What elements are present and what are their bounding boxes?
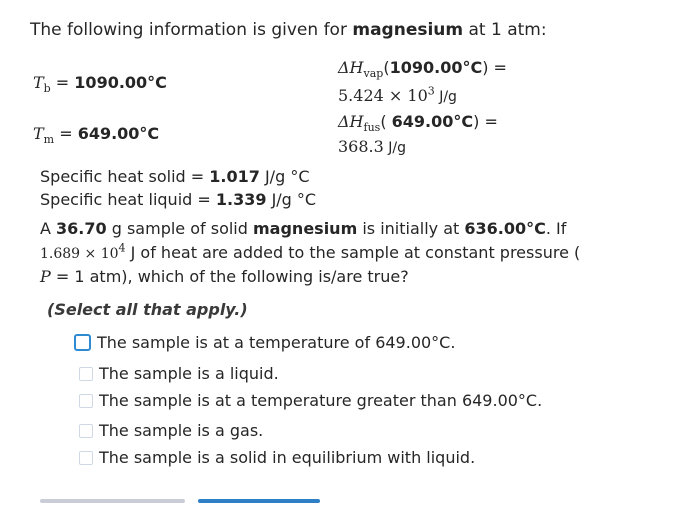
sh-liquid-label: Specific heat liquid = (40, 190, 216, 209)
hfus-sub: fus (363, 121, 381, 135)
specific-heat-liquid (40, 190, 316, 209)
checkbox-4[interactable] (79, 424, 93, 438)
choice-3-label: The sample is at a temperature greater than 649.00°C. (99, 391, 543, 410)
sh-solid-value: 1.017 (209, 167, 260, 186)
problem-line-1 (40, 219, 566, 238)
intro-element: magnesium (352, 20, 464, 40)
choice-2-label: The sample is a liquid. (99, 364, 279, 383)
enthalpy-fus-value (338, 137, 406, 156)
sh-solid-label: Specific heat solid = (40, 167, 210, 186)
select-instruction (47, 300, 248, 319)
tb-equals: = (50, 73, 75, 92)
choice-4-label: The sample is a gas. (99, 421, 264, 440)
hvap-paren-open: ( (383, 58, 390, 77)
hfus-value: 368.3 (338, 137, 384, 156)
problem-p6: = 1 atm), which of the following is/are true? (50, 267, 409, 286)
specific-heat-solid (40, 167, 309, 186)
intro-prefix: The following information is given for (30, 20, 353, 40)
hvap-unit: J/g (434, 89, 457, 105)
checkbox-3[interactable] (79, 394, 93, 408)
problem-p-sym: P (40, 267, 51, 286)
choice-2[interactable] (79, 364, 279, 383)
problem-line-2 (40, 243, 580, 262)
problem-heat-mant: 1.689 × 10 (40, 246, 119, 262)
hfus-unit: J/g (383, 140, 406, 156)
choice-1[interactable] (74, 333, 455, 352)
tb-symbol: T (33, 73, 44, 92)
problem-element: magnesium (253, 219, 358, 238)
checkbox-5[interactable] (79, 451, 93, 465)
tm-value: 649.00°C (77, 124, 160, 143)
melting-point (33, 124, 160, 147)
hfus-paren-open: ( (380, 112, 392, 131)
problem-p3: is initially at (357, 219, 465, 238)
problem-p1: A (40, 219, 57, 238)
hvap-sub: vap (363, 67, 384, 81)
problem-p2: g sample of solid (106, 219, 253, 238)
hfus-paren-close: ) = (473, 112, 498, 131)
hvap-paren-close: ) = (482, 58, 507, 77)
hvap-value-exp: 3 (427, 84, 435, 98)
bottom-button-right[interactable] (198, 499, 320, 503)
problem-p5: J of heat are added to the sample at constant pressure ( (125, 243, 581, 262)
checkbox-1[interactable] (74, 334, 91, 351)
problem-heat-exp: 4 (118, 241, 126, 255)
hvap-value-mant: 5.424 × 10 (338, 86, 428, 105)
choice-4[interactable] (79, 421, 263, 440)
instruction-text: (Select all that apply.) (47, 300, 248, 319)
problem-temp: 636.00°C (464, 219, 546, 238)
tm-symbol: T (33, 124, 44, 143)
boiling-point (33, 73, 167, 96)
enthalpy-fus-label (338, 112, 498, 135)
hvap-temp: 1090.00°C (389, 58, 483, 77)
hfus-delta: ΔH (338, 112, 364, 131)
enthalpy-vap-label (338, 58, 507, 81)
problem-line-3 (40, 267, 409, 286)
bottom-button-left[interactable] (40, 499, 185, 503)
hvap-delta: ΔH (338, 58, 364, 77)
intro-text (30, 20, 547, 40)
tb-sub: b (43, 82, 51, 96)
enthalpy-vap-value (338, 86, 457, 105)
sh-solid-unit: J/g °C (259, 167, 310, 186)
intro-suffix: at 1 atm: (463, 20, 547, 40)
tb-value: 1090.00°C (74, 73, 167, 92)
choice-5-label: The sample is a solid in equilibrium with liquid. (99, 448, 476, 467)
checkbox-2[interactable] (79, 367, 93, 381)
tm-sub: m (43, 133, 55, 147)
problem-mass: 36.70 (56, 219, 107, 238)
choice-1-label: The sample is at a temperature of 649.00°C. (97, 333, 456, 352)
choice-5[interactable] (79, 448, 475, 467)
sh-liquid-value: 1.339 (215, 190, 267, 209)
problem-p4: . If (545, 219, 567, 238)
choice-3[interactable] (79, 391, 542, 410)
sh-liquid-unit: J/g °C (266, 190, 317, 209)
hfus-temp: 649.00°C (391, 112, 474, 131)
tm-equals: = (54, 124, 78, 143)
